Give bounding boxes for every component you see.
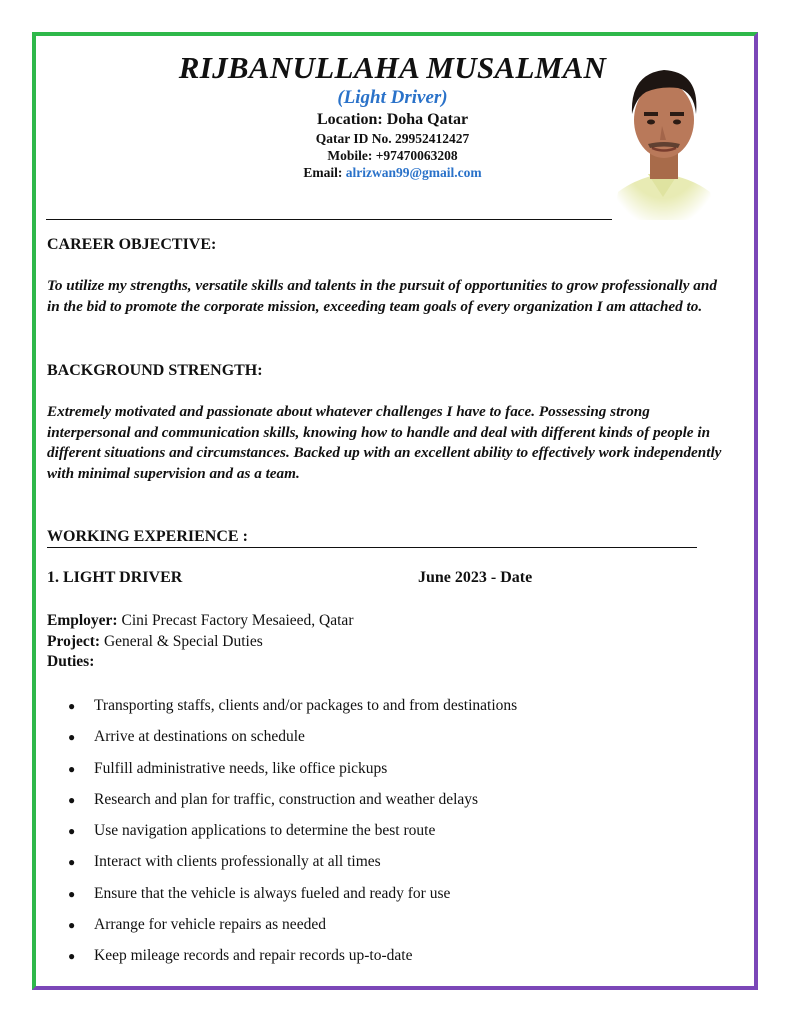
duty-text: Arrange for vehicle repairs as needed	[94, 916, 326, 934]
duty-text: Use navigation applications to determine the best route	[94, 822, 436, 840]
bullet-icon: ●	[68, 855, 76, 870]
duty-text: Interact with clients professionally at all times	[94, 853, 381, 871]
bullet-icon: ●	[68, 730, 76, 745]
employer-line	[47, 611, 353, 632]
email-label: Email:	[303, 165, 343, 180]
list-item	[66, 790, 517, 821]
list-item	[66, 884, 517, 915]
career-objective-heading: CAREER OBJECTIVE:	[47, 236, 217, 253]
job-info	[47, 611, 353, 673]
list-item	[66, 759, 517, 790]
duties-list	[66, 696, 517, 978]
list-item	[66, 915, 517, 946]
bullet-icon: ●	[68, 792, 76, 807]
bullet-icon: ●	[68, 918, 76, 933]
employer-label: Employer:	[47, 612, 118, 629]
job-date: June 2023 - Date	[418, 569, 533, 586]
duty-text: Arrive at destinations on schedule	[94, 728, 305, 746]
candidate-name: RIJBANULLAHA MUSALMAN	[178, 50, 607, 85]
header-divider	[46, 219, 612, 220]
project-value: General & Special Duties	[103, 632, 263, 650]
duty-text: Fulfill administrative needs, like office pickups	[94, 759, 388, 777]
list-item	[66, 696, 517, 727]
qatar-id: Qatar ID No. 29952412427	[315, 131, 470, 146]
resume-header	[150, 50, 635, 181]
duty-text: Keep mileage records and repair records up-to-date	[94, 947, 413, 965]
project-label: Project:	[47, 632, 101, 650]
job-role: (Light Driver)	[337, 87, 448, 108]
bullet-icon: ●	[68, 886, 76, 901]
bullet-icon: ●	[68, 824, 76, 839]
list-item	[66, 727, 517, 758]
profile-photo	[608, 52, 718, 220]
mobile-number: Mobile: +97470063208	[327, 148, 458, 163]
career-objective-text: To utilize my strengths, versatile skills and talents in the pursuit of opportunities to grow professionally and in the bid to promote the corporate mission, exceeding team goals of every organization I am attached to.	[47, 277, 717, 315]
email-link[interactable]: alrizwan99@gmail.com	[345, 165, 482, 180]
background-strength-text: Extremely motivated and passionate about whatever challenges I have to face. Possessing strong interpersonal and communication skills, knowing how to handle and deal with different kinds of people in different situations and circumstances. Backed up with an excellent ability to effectively work independently with minimal supervision and as a team.	[47, 403, 722, 482]
duty-text: Research and plan for traffic, construction and weather delays	[94, 790, 479, 808]
bullet-icon: ●	[68, 699, 76, 713]
list-item	[66, 946, 517, 977]
email-line	[150, 164, 635, 181]
duties-label: Duties:	[47, 653, 95, 670]
job-title: 1. LIGHT DRIVER	[47, 569, 183, 586]
project-line	[47, 632, 353, 653]
duty-text: Transporting staffs, clients and/or packages to and from destinations	[94, 697, 518, 714]
list-item	[66, 852, 517, 883]
background-strength-heading: BACKGROUND STRENGTH:	[47, 362, 263, 379]
list-item	[66, 821, 517, 852]
bullet-icon: ●	[68, 761, 76, 776]
duties-label-line	[47, 652, 353, 673]
employer-value: Cini Precast Factory Mesaieed, Qatar	[121, 612, 354, 629]
working-experience-heading: WORKING EXPERIENCE :	[47, 527, 697, 548]
location: Location: Doha Qatar	[316, 111, 469, 128]
bullet-icon: ●	[68, 949, 76, 964]
duty-text: Ensure that the vehicle is always fueled and ready for use	[94, 884, 451, 902]
